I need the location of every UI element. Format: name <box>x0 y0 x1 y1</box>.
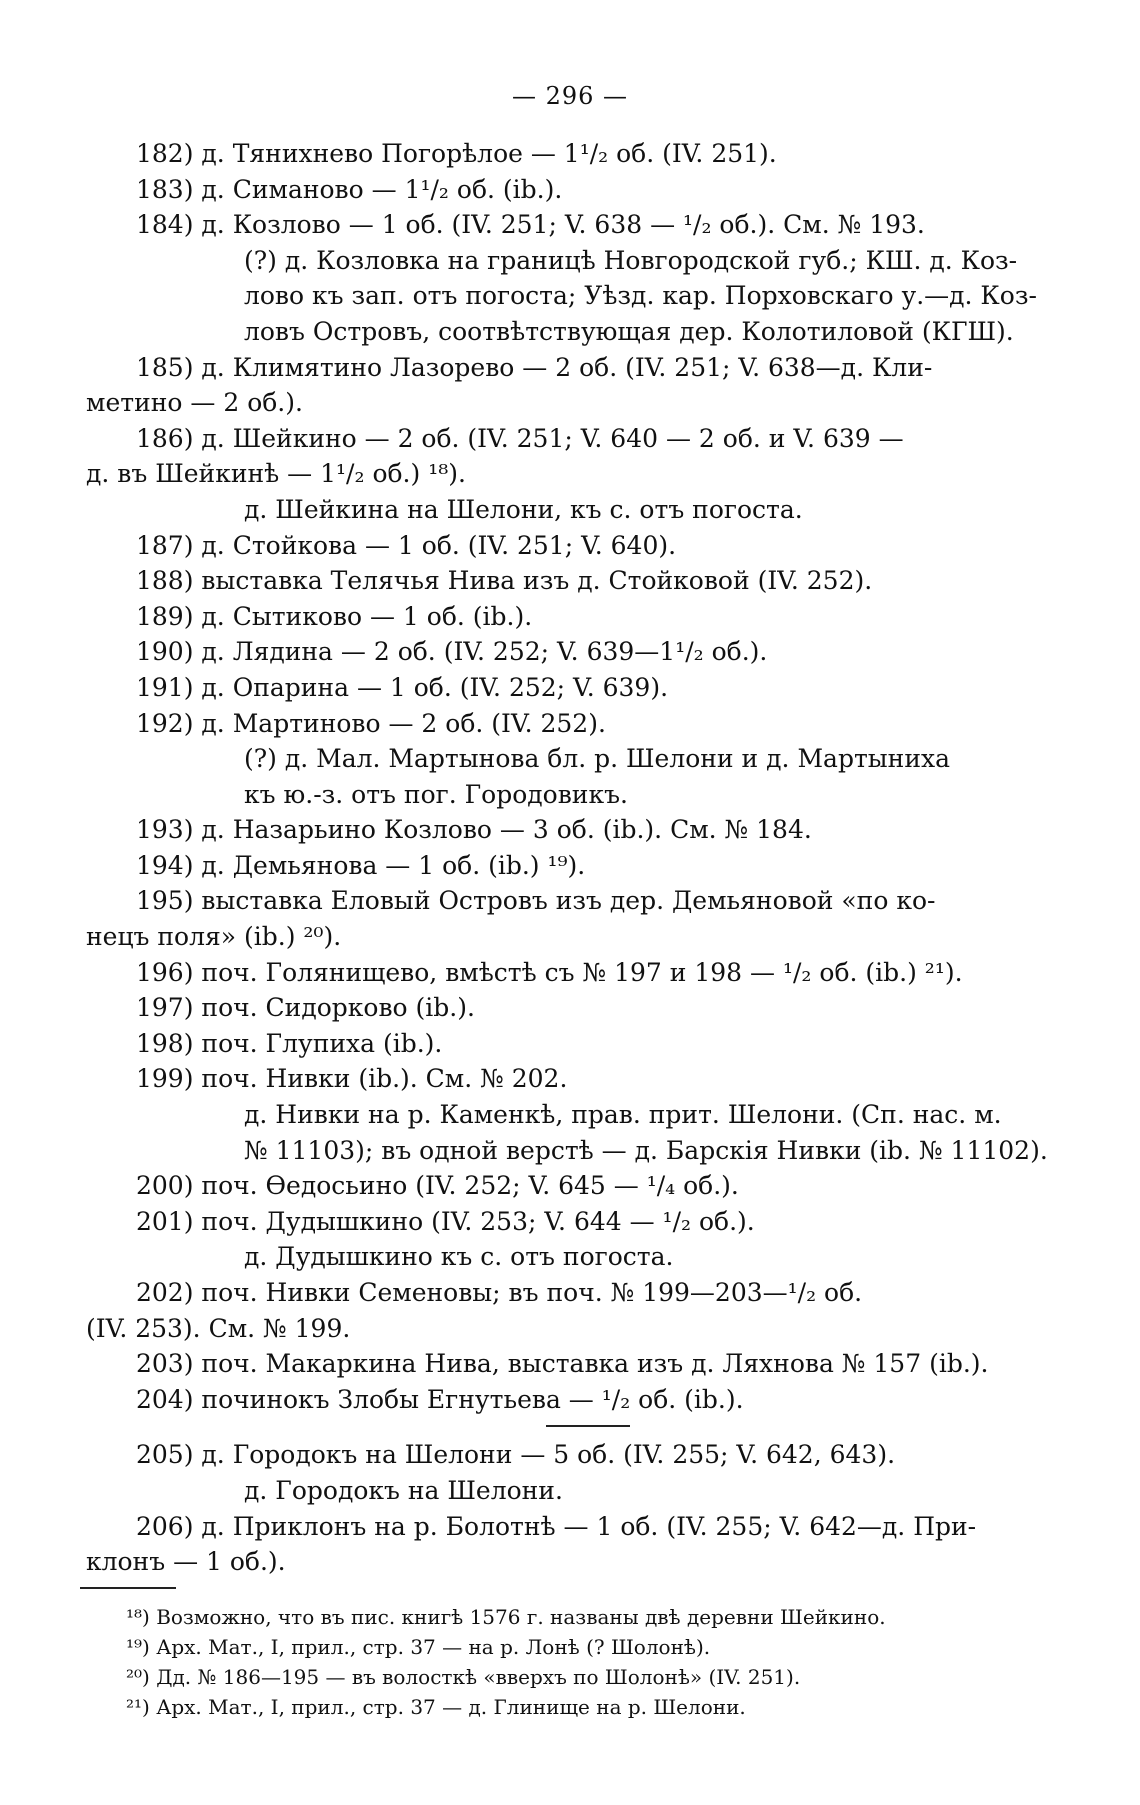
text-line: № 11103); въ одной верстѣ — д. Барскія Нивки (ib. № 11102). <box>244 1135 1048 1165</box>
text-line: къ ю.-з. отъ пог. Городовикъ. <box>244 779 628 809</box>
text-line: 206) д. Приклонъ на р. Болотнѣ — 1 об. (IV. 255; V. 642—д. При- <box>136 1511 977 1541</box>
text-line: 192) д. Мартиново — 2 об. (IV. 252). <box>136 708 606 738</box>
footnote: ¹⁸) Возможно, что въ пис. книгѣ 1576 г. названы двѣ деревни Шейкино. <box>126 1605 886 1629</box>
entries-block <box>86 136 1066 1417</box>
text-line: 182) д. Тянихнево Погорѣлое — 1¹/₂ об. (IV. 251). <box>136 139 777 168</box>
main-text <box>86 136 1066 1580</box>
text-line: 203) поч. Макаркина Нива, выставка изъ д. Ляхнова № 157 (ib.). <box>136 1349 989 1379</box>
text-line: 196) поч. Голянищево, вмѣстѣ съ № 197 и 198 — ¹/₂ об. (ib.) ²¹). <box>136 957 963 987</box>
text-line: 188) выставка Телячья Нива изъ д. Стойковой (IV. 252). <box>136 566 873 596</box>
text-line: 205) д. Городокъ на Шелони — 5 об. (IV. 255; V. 642, 643). <box>136 1440 896 1470</box>
footnotes <box>126 1602 1046 1722</box>
text-line: д. Дудышкино къ с. отъ погоста. <box>244 1242 674 1272</box>
text-line: 194) д. Демьянова — 1 об. (ib.) ¹⁹). <box>136 850 586 880</box>
text-line: 202) поч. Нивки Семеновы; въ поч. № 199—203—¹/₂ об. <box>136 1278 863 1307</box>
text-line: д. Городокъ на Шелони. <box>244 1475 563 1505</box>
text-line: 204) починокъ Злобы Егнутьева — ¹/₂ об. (ib.). <box>136 1384 744 1414</box>
text-line: 190) д. Лядина — 2 об. (IV. 252; V. 639—1¹/₂ об.). <box>136 637 768 667</box>
footnote: ¹⁹) Арх. Мат., I, прил., стр. 37 — на р. Лонѣ (? Шолонѣ). <box>126 1635 711 1659</box>
text-line: 199) поч. Нивки (ib.). См. № 202. <box>136 1064 568 1094</box>
text-line: д. Нивки на р. Каменкѣ, прав. прит. Шелони. (Сп. нас. м. <box>244 1100 1002 1130</box>
text-line: 183) д. Симаново — 1¹/₂ об. (ib.). <box>136 174 563 204</box>
text-line: 191) д. Опарина — 1 об. (IV. 252; V. 639). <box>136 672 669 702</box>
text-line: ловъ Островъ, соотвѣтствующая дер. Колотиловой (КГШ). <box>244 316 1014 346</box>
footnote: ²⁰) Дд. № 186—195 — въ волосткѣ «вверхъ по Шолонѣ» (IV. 251). <box>126 1665 801 1689</box>
page-number: — 296 — <box>511 82 629 110</box>
text-line: 184) д. Козлово — 1 об. (IV. 251; V. 638 — ¹/₂ об.). См. № 193. <box>136 210 925 240</box>
section-divider <box>546 1425 630 1427</box>
text-line: 186) д. Шейкино — 2 об. (IV. 251; V. 640 — 2 об. и V. 639 — <box>136 423 904 453</box>
text-line: 193) д. Назарьино Козлово — 3 об. (ib.). См. № 184. <box>136 815 812 845</box>
text-line: метино — 2 об.). <box>86 388 303 418</box>
text-line: 198) поч. Глупиха (ib.). <box>136 1028 443 1058</box>
text-line: лово къ зап. отъ погоста; Уѣзд. кар. Порховскаго у.—д. Коз- <box>244 281 1037 311</box>
text-line: 201) поч. Дудышкино (IV. 253; V. 644 — ¹/₂ об.). <box>136 1206 755 1236</box>
footnote-rule <box>80 1587 176 1589</box>
text-line: 195) выставка Еловый Островъ изъ дер. Демьяновой «по ко- <box>136 886 936 916</box>
text-line: (?) д. Мал. Мартынова бл. р. Шелони и д. Мартыниха <box>244 744 951 774</box>
text-line: 185) д. Климятино Лазорево — 2 об. (IV. 251; V. 638—д. Кли- <box>136 352 933 382</box>
text-line: (?) д. Козловка на границѣ Новгородской губ.; КШ. д. Коз- <box>244 245 1018 275</box>
text-line: 189) д. Сытиково — 1 об. (ib.). <box>136 601 533 631</box>
text-line: д. Шейкина на Шелони, къ с. отъ погоста. <box>244 494 803 524</box>
text-line: (IV. 253). См. № 199. <box>86 1313 351 1343</box>
text-line: клонъ — 1 об.). <box>86 1547 286 1577</box>
text-line: д. въ Шейкинѣ — 1¹/₂ об.) ¹⁸). <box>86 459 466 489</box>
text-line: 187) д. Стойкова — 1 об. (IV. 251; V. 640). <box>136 530 677 560</box>
text-line: 200) поч. Ѳедосьино (IV. 252; V. 645 — ¹/₄ об.). <box>136 1171 739 1201</box>
footnote: ²¹) Арх. Мат., I, прил., стр. 37 — д. Глинище на р. Шелони. <box>126 1695 746 1719</box>
text-line: 197) поч. Сидорково (ib.). <box>136 993 475 1023</box>
text-line: нецъ поля» (ib.) ²⁰). <box>86 922 342 952</box>
entries-block-2 <box>86 1437 1066 1579</box>
